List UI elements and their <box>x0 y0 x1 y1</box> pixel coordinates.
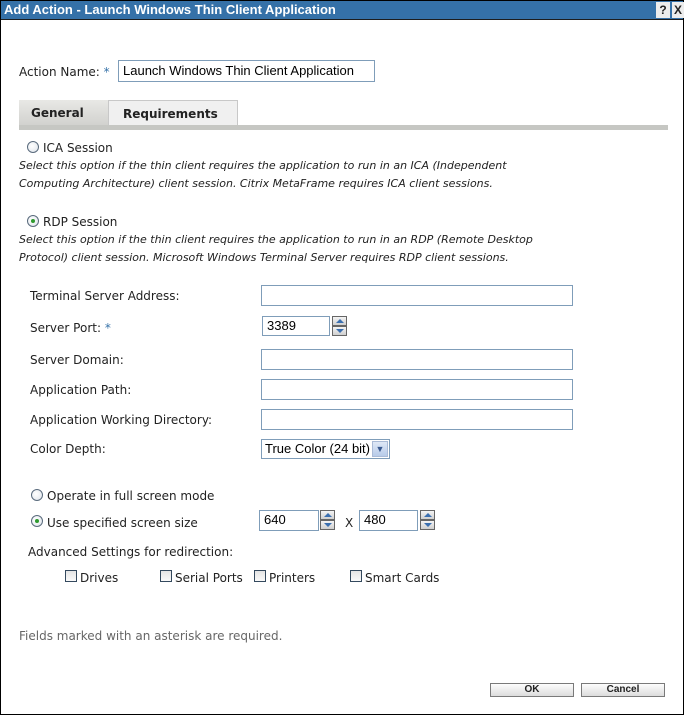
tab-general[interactable]: General <box>19 100 109 125</box>
application-working-directory-input[interactable] <box>261 409 573 430</box>
ica-description-line2: Computing Architecture) client session. Citrix MetaFrame requires ICA client sessions. <box>19 177 493 190</box>
dimension-separator: X <box>345 516 354 530</box>
server-port-label-text: Server Port: <box>30 321 101 335</box>
server-port-decrement-icon[interactable] <box>332 326 347 336</box>
rdp-session-radio[interactable] <box>27 215 39 227</box>
printers-label: Printers <box>269 571 316 585</box>
server-port-increment-icon[interactable] <box>332 316 347 326</box>
specified-screen-size-radio[interactable] <box>31 515 43 527</box>
rdp-session-label: RDP Session <box>43 215 118 229</box>
action-name-label-text: Action Name: <box>19 65 100 79</box>
serial-ports-checkbox[interactable] <box>160 570 172 582</box>
smart-cards-checkbox[interactable] <box>350 570 362 582</box>
full-screen-radio[interactable] <box>31 489 43 501</box>
ica-description-line1: Select this option if the thin client requires the application to run in an ICA (Independent <box>19 159 507 172</box>
full-screen-label: Operate in full screen mode <box>47 489 215 503</box>
terminal-server-address-input[interactable] <box>261 285 573 306</box>
application-working-directory-label: Application Working Directory: <box>30 413 213 427</box>
screen-height-input[interactable]: 480 <box>359 510 418 531</box>
help-icon[interactable]: ? <box>656 2 670 18</box>
server-port-label <box>30 321 111 335</box>
cancel-button[interactable]: Cancel <box>581 683 665 697</box>
screen-width-decrement-icon[interactable] <box>320 520 335 530</box>
screen-width-increment-icon[interactable] <box>320 510 335 520</box>
dialog-titlebar <box>1 1 683 20</box>
action-name-label <box>19 65 110 79</box>
server-domain-input[interactable] <box>261 349 573 370</box>
smart-cards-label: Smart Cards <box>365 571 440 585</box>
drives-label: Drives <box>80 571 119 585</box>
screen-height-decrement-icon[interactable] <box>420 520 435 530</box>
close-icon[interactable]: X <box>673 3 682 17</box>
server-port-input[interactable]: 3389 <box>262 316 330 336</box>
drives-checkbox[interactable] <box>65 570 77 582</box>
rdp-description-line1: Select this option if the thin client requires the application to run in an RDP (Remote Desktop <box>19 233 533 246</box>
rdp-description-line2: Protocol) client session. Microsoft Windows Terminal Server requires RDP client sessions. <box>19 251 509 264</box>
screen-height-increment-icon[interactable] <box>420 510 435 520</box>
screen-height-spinner <box>420 510 435 530</box>
ica-session-radio[interactable] <box>27 141 39 153</box>
application-path-input[interactable] <box>261 379 573 400</box>
tab-requirements[interactable]: Requirements <box>108 100 238 125</box>
printers-checkbox[interactable] <box>254 570 266 582</box>
chevron-down-icon[interactable]: ▼ <box>372 441 388 457</box>
screen-width-input[interactable]: 640 <box>259 510 319 531</box>
serial-ports-label: Serial Ports <box>175 571 243 585</box>
application-path-label: Application Path: <box>30 383 132 397</box>
action-name-input[interactable]: Launch Windows Thin Client Application <box>118 60 375 82</box>
color-depth-label: Color Depth: <box>30 442 106 456</box>
specified-screen-size-label: Use specified screen size <box>47 516 198 530</box>
server-port-spinner <box>332 316 347 336</box>
rdp-session-description <box>19 231 533 267</box>
ica-session-description <box>19 157 507 193</box>
server-domain-label: Server Domain: <box>30 353 124 367</box>
redirection-label: Advanced Settings for redirection: <box>28 545 234 559</box>
color-depth-select[interactable] <box>261 439 390 459</box>
required-fields-note: Fields marked with an asterisk are required. <box>19 629 283 643</box>
required-marker: * <box>103 65 110 79</box>
color-depth-value: True Color (24 bit) <box>265 441 370 456</box>
dialog-title: Add Action - Launch Windows Thin Client Application <box>4 2 336 17</box>
ok-button[interactable]: OK <box>490 683 574 697</box>
tab-bar <box>19 100 668 129</box>
terminal-server-address-label: Terminal Server Address: <box>30 289 180 303</box>
tab-underline <box>19 125 668 130</box>
ica-session-label: ICA Session <box>43 141 113 155</box>
required-marker: * <box>104 321 111 335</box>
screen-width-spinner <box>320 510 335 530</box>
